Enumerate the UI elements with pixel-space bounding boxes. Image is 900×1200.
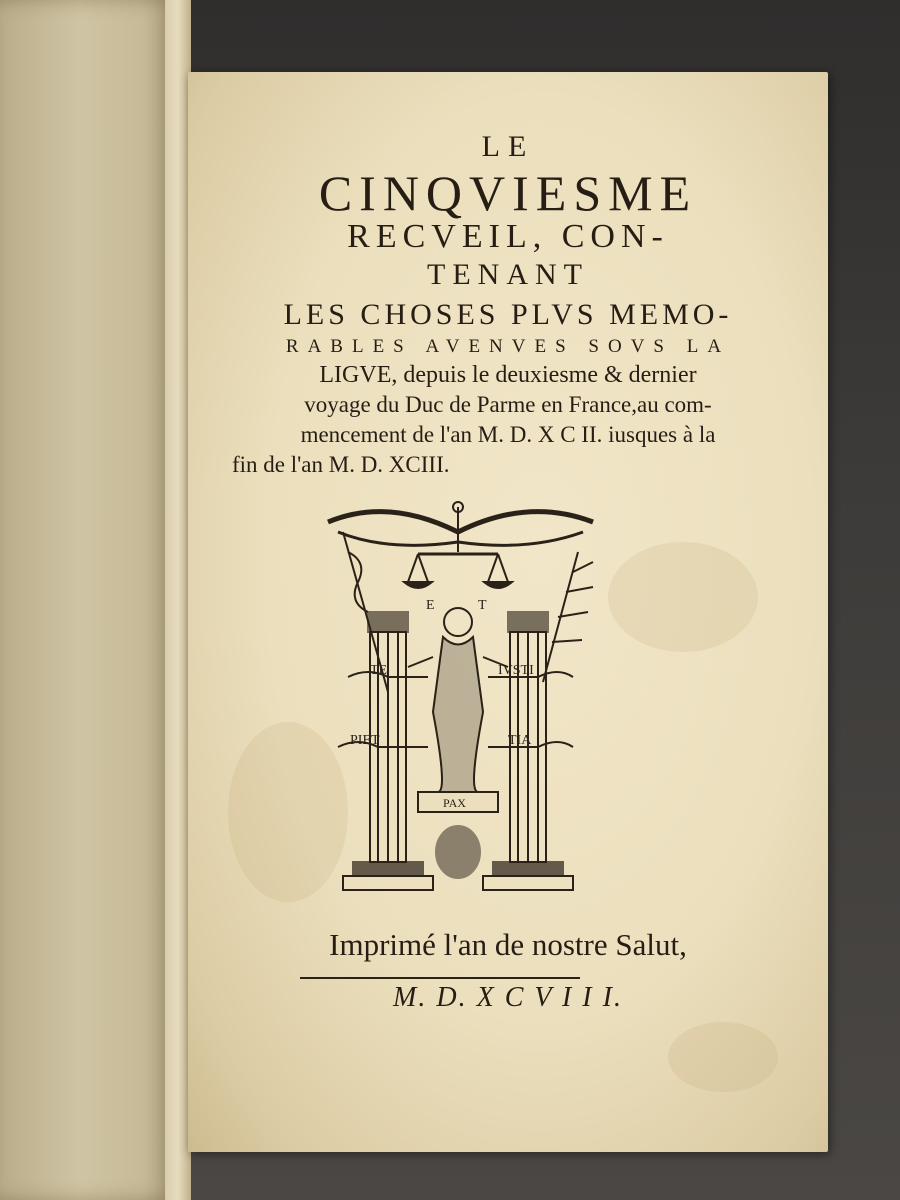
title-line-6: RABLES AVENVES SOVS LA [285, 336, 731, 357]
imprint-rule [300, 977, 580, 979]
foxing-stain [668, 1022, 778, 1092]
title-line-10: fin de l'an M. D. XCIII. [232, 452, 450, 477]
printers-device-emblem [308, 492, 608, 912]
title-line-5: LES CHOSES PLVS MEMO- [283, 298, 733, 331]
emblem-banner-text: TIA [508, 733, 532, 748]
emblem-banner-text: TE [370, 663, 388, 678]
title-line-4: TENANT [427, 258, 589, 291]
title-line-7: LIGVE, depuis le deuxiesme & dernier [319, 362, 697, 388]
title-line-3: RECVEIL, CON- [347, 218, 669, 255]
imprint-line: Imprimé l'an de nostre Salut, [329, 927, 687, 962]
foxing-stain [608, 542, 758, 652]
title-page [188, 72, 828, 1152]
imprint-date: M. D. X C V I I I. [393, 982, 623, 1013]
title-line-9: mencement de l'an M. D. X C II. iusques à la [300, 422, 716, 447]
title-line-1: LE [481, 130, 535, 163]
title-line-8: voyage du Duc de Parme en France,au com- [304, 392, 712, 417]
emblem-banner-text: IVSTI [498, 663, 534, 678]
emblem-plinth-text: PAX [443, 796, 466, 810]
emblem-shield-letter-left: E [426, 598, 435, 613]
emblem-shield-letter-right: T [478, 598, 487, 613]
vellum-cover [0, 0, 178, 1200]
emblem-banner-text: PIET [350, 733, 380, 748]
title-line-2: CINQVIESME [318, 165, 698, 221]
